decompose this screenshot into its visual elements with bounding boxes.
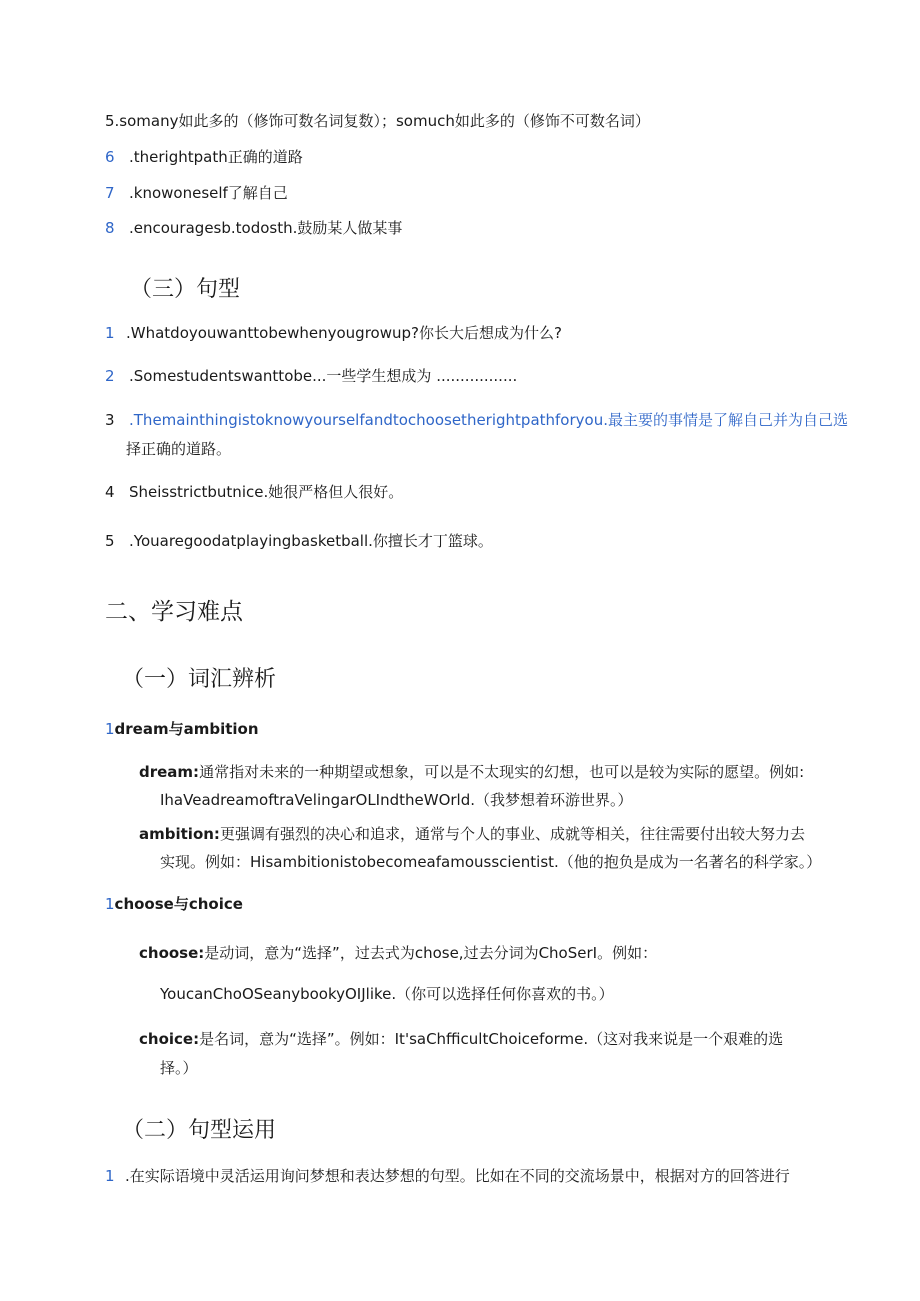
list-number: 4	[105, 483, 115, 501]
vocab-item-8: .encouragesb.todosth.鼓励某人做某事	[129, 219, 403, 237]
ambition-definition	[139, 824, 805, 844]
list-number: 1	[105, 895, 115, 913]
term-choice: choice:	[139, 1030, 200, 1048]
pattern-item-4: Sheisstrictbutnice.她很严格但人很好。	[129, 483, 404, 501]
section-heading-difficulties: 二、学习难点	[105, 599, 243, 625]
pattern-item-3	[129, 410, 848, 430]
list-number: 5	[105, 532, 115, 550]
pair-title-text: choose与choice	[114, 895, 243, 913]
subsection-heading-pattern-usage: （二）句型运用	[122, 1118, 277, 1143]
dream-definition	[139, 762, 804, 782]
list-number: 2	[105, 367, 115, 385]
list-number: 7	[105, 184, 115, 202]
list-number: 1	[105, 720, 115, 738]
dream-definition-text: 通常指对未来的一种期望或想象，可以是不太现实的幻想，也可以是较为实际的愿望。例如:	[199, 763, 805, 781]
list-number: 1	[105, 1167, 115, 1185]
pattern-item-2: .Somestudentswanttobe...一些学生想成为 .................	[129, 367, 518, 385]
list-number: 3	[105, 411, 115, 429]
choice-example-continued: 择。）	[160, 1059, 198, 1077]
vocab-item-6: .therightpath正确的道路	[129, 148, 303, 166]
choose-example: YoucanChoOSeanybookyOIJlike.（你可以选择任何你喜欢的书。）	[160, 985, 614, 1003]
choose-definition	[139, 943, 657, 963]
choose-definition-text: 是动词，意为“选择”，过去式为chose,过去分词为ChoSerI。例如：	[204, 944, 658, 962]
usage-item-1: .在实际语境中灵活运用询问梦想和表达梦想的句型。比如在不同的交流场景中，根据对方的回答进行	[125, 1167, 790, 1185]
list-number: 6	[105, 148, 115, 166]
pair-title-dream-ambition	[105, 719, 259, 739]
term-choose: choose:	[139, 944, 205, 962]
term-ambition: ambition:	[139, 825, 220, 843]
list-number: 1	[105, 324, 115, 342]
vocab-item-7: .knowoneself了解自己	[129, 184, 288, 202]
list-number: 8	[105, 219, 115, 237]
vocab-item-5: 5.somany如此多的（修饰可数名词复数）；somuch如此多的（修饰不可数名词）	[105, 112, 650, 130]
choice-definition-text: 是名词，意为“选择”。例如：It'saChfficultChoiceforme.（这对我来说是一个艰难的选	[199, 1030, 784, 1048]
term-dream: dream:	[139, 763, 200, 781]
choice-definition	[139, 1029, 783, 1049]
pattern-item-3-text: .Themainthingistoknowyourselfandtochoosetherightpathforyou.最主要的事情是了解自己并为自己选	[129, 411, 848, 429]
pattern-item-3-continued: 择正确的道路。	[126, 440, 232, 458]
ambition-definition-text: 更强调有强烈的决心和追求，通常与个人的事业、成就等相关，往往需要付出较大努力去	[219, 825, 805, 843]
pair-title-text: dream与ambition	[114, 720, 259, 738]
section-heading-patterns: （三）句型	[130, 277, 241, 302]
pair-title-choose-choice	[105, 894, 243, 914]
pattern-item-5: .Youaregoodatplayingbasketball.你擅长才丁篮球。	[129, 532, 493, 550]
subsection-heading-vocab-distinction: （一）词汇辨析	[122, 667, 277, 692]
dream-example: IhaVeadreamoftraVelingarOLIndtheWOrld.（我梦想着环游世界。）	[160, 791, 633, 809]
pattern-item-1: .Whatdoyouwanttobewhenyougrowup?你长大后想成为什么?	[126, 324, 562, 342]
ambition-example: 实现。例如：Hisambitionistobecomeafamousscientist.（他的抱负是成为一名著名的科学家。）	[160, 853, 822, 871]
